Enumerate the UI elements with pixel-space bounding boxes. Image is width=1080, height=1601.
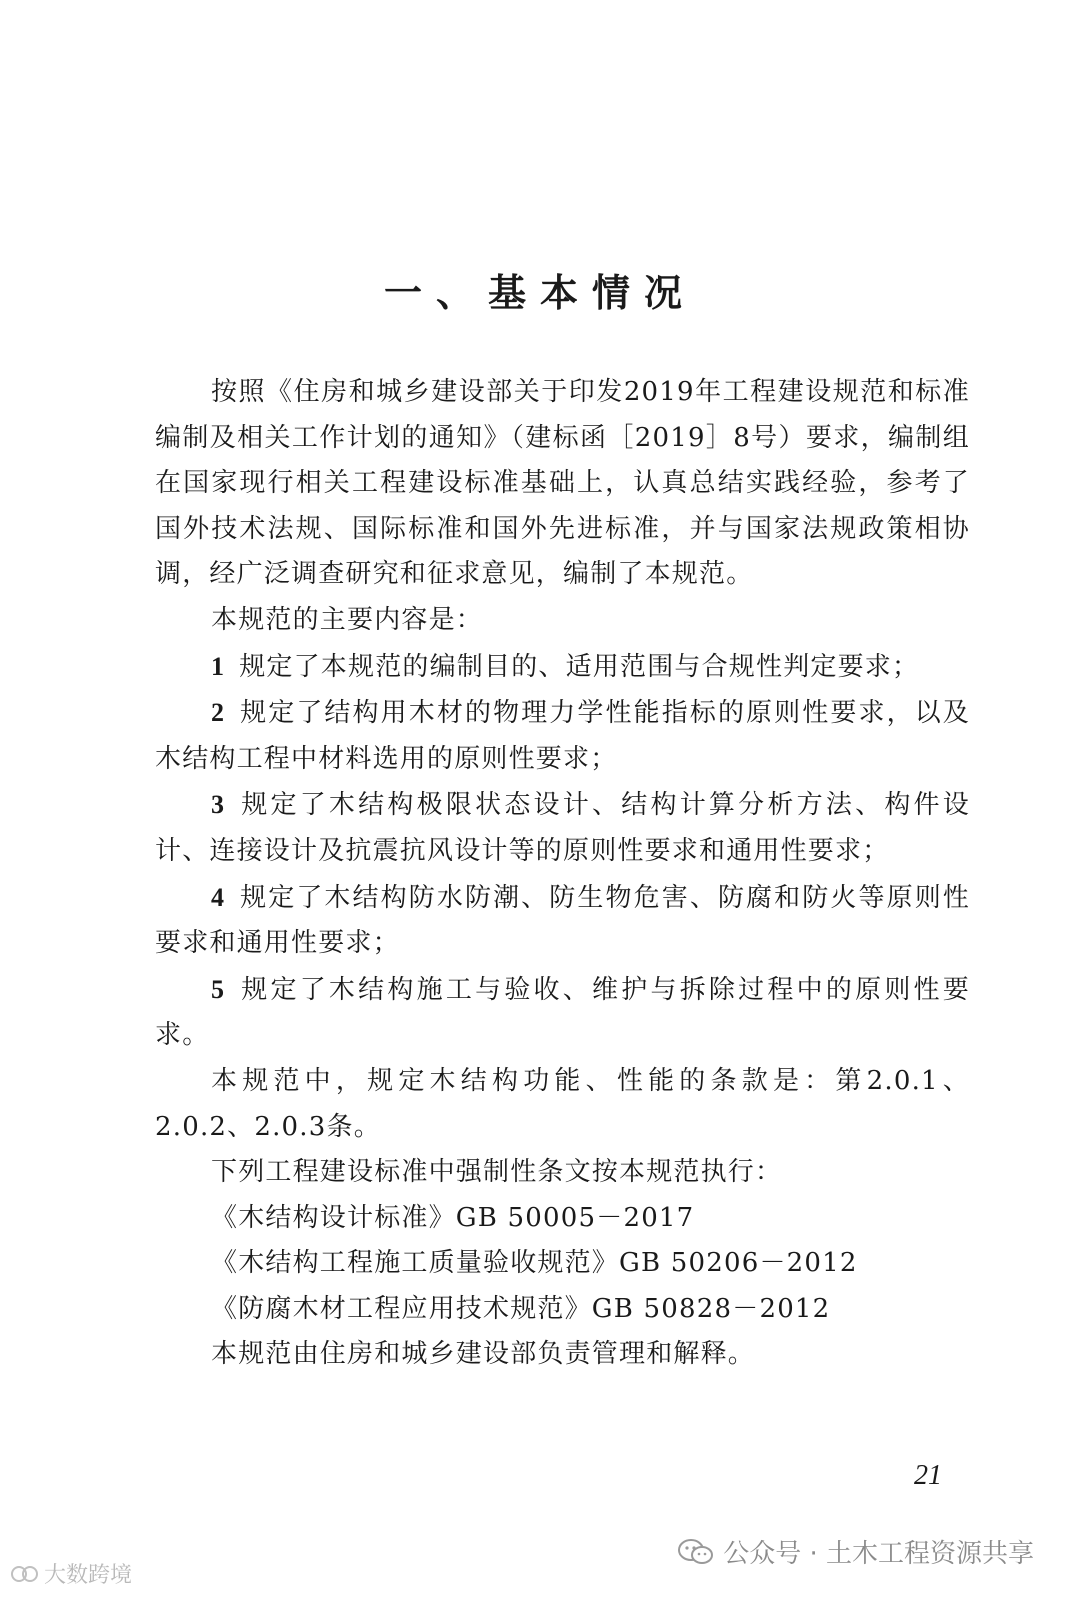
standard-reference: 《木结构设计标准》GB 50005－2017 bbox=[211, 1202, 695, 1233]
item-text: 规定了木结构施工与验收、维护与拆除过程中的原则性要求。 bbox=[155, 974, 970, 1051]
item-text: 规定了结构用木材的物理力学性能指标的原则性要求，以及木结构工程中材料选用的原则性要求； bbox=[155, 698, 970, 774]
item-number: 2 bbox=[211, 698, 226, 728]
closing-statement: 本规范由住房和城乡建设部负责管理和解释。 bbox=[211, 1339, 756, 1370]
list-item bbox=[155, 875, 970, 967]
intro-paragraph: 按照《住房和城乡建设部关于印发2019年工程建设规范和标准编制及相关工作计划的通知》（建标函［2019］8号）要求，编制组在国家现行相关工程建设标准基础上，认真总结实践经验，参考了国外技术法规、国际标准和国外先进标准，并与国家法规政策相协调，经广泛调查研究和征求意见，编制了本规范。 bbox=[155, 377, 970, 590]
clause-note: 本规范中，规定木结构功能、性能的条款是：第2.0.1、2.0.2、2.0.3条。 bbox=[155, 1065, 970, 1142]
wechat-watermark bbox=[677, 1533, 1034, 1570]
body-text bbox=[155, 370, 970, 1378]
standards-intro: 下列工程建设标准中强制性条文按本规范执行： bbox=[211, 1157, 783, 1188]
section-title: 一、基本情况 bbox=[383, 271, 696, 315]
item-text: 规定了木结构防水防潮、防生物危害、防腐和防火等原则性要求和通用性要求； bbox=[155, 882, 970, 959]
list-item bbox=[155, 782, 970, 874]
list-item bbox=[155, 644, 970, 691]
standard-reference: 《防腐木材工程应用技术规范》GB 50828－2012 bbox=[211, 1293, 831, 1324]
list-item bbox=[155, 690, 970, 782]
contents-intro: 本规范的主要内容是： bbox=[211, 604, 484, 635]
item-text: 规定了本规范的编制目的、适用范围与合规性判定要求； bbox=[239, 651, 920, 682]
watermark-text: 公众号 · 土木工程资源共享 bbox=[723, 1539, 1034, 1569]
item-text: 规定了木结构极限状态设计、结构计算分析方法、构件设计、连接设计及抗震抗风设计等的原则性要求和通用性要求； bbox=[155, 790, 970, 866]
item-number: 5 bbox=[211, 974, 226, 1004]
wechat-icon bbox=[677, 1537, 715, 1567]
list-item bbox=[155, 967, 970, 1059]
watermark-left-text: 大数跨境 bbox=[44, 1563, 133, 1588]
corner-watermark bbox=[10, 1558, 132, 1589]
logo-icon bbox=[10, 1561, 40, 1587]
item-number: 3 bbox=[211, 790, 226, 820]
item-number: 1 bbox=[211, 651, 226, 681]
standard-reference: 《木结构工程施工质量验收规范》GB 50206－2012 bbox=[211, 1248, 858, 1279]
item-number: 4 bbox=[211, 882, 226, 912]
page-number: 21 bbox=[914, 1460, 942, 1491]
